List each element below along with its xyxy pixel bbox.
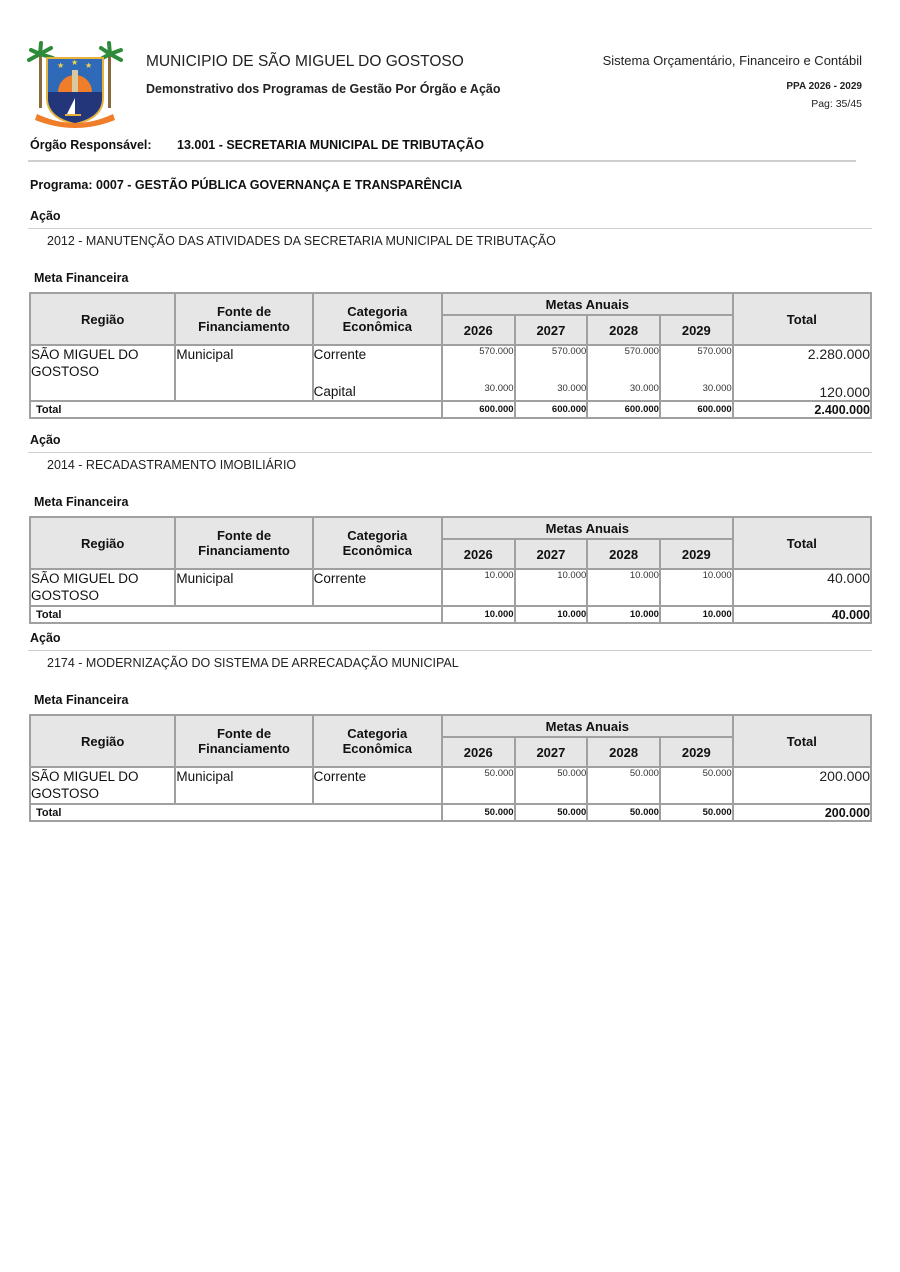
svg-text:★: ★	[85, 61, 93, 70]
funding-source-cell: Municipal	[175, 767, 312, 804]
region-cell: SÃO MIGUEL DO GOSTOSO	[30, 345, 175, 401]
category-cell: Corrente	[313, 569, 442, 606]
action-description: 2014 - RECADASTRAMENTO IMOBILIÁRIO	[47, 458, 297, 472]
year-value: 10.000	[442, 569, 515, 606]
table-row	[30, 569, 871, 606]
year-value: 570.000	[697, 346, 732, 357]
column-header-year: 2027	[515, 737, 588, 767]
column-header-economic-category: Categoria Econômica	[313, 293, 442, 345]
year-value: 30.000	[702, 383, 732, 394]
total-label: Total	[30, 401, 442, 418]
column-header-year: 2027	[515, 315, 588, 345]
column-header-funding-source: Fonte de Financiamento	[175, 293, 312, 345]
divider	[28, 452, 872, 453]
column-header-economic-category: Categoria Econômica	[313, 517, 442, 569]
category-value: Corrente	[313, 347, 367, 362]
ppa-period: PPA 2026 - 2029	[786, 81, 862, 92]
system-name: Sistema Orçamentário, Financeiro e Contábil	[602, 53, 862, 68]
column-header-year: 2026	[442, 315, 515, 345]
total-row	[30, 804, 871, 821]
column-header-year: 2029	[660, 737, 733, 767]
region-cell: SÃO MIGUEL DO GOSTOSO	[30, 767, 175, 804]
grand-total: 2.400.000	[733, 401, 871, 418]
action-label: Ação	[30, 209, 61, 223]
column-header-economic-category: Categoria Econômica	[313, 715, 442, 767]
year-total: 600.000	[660, 401, 733, 418]
column-header-funding-source: Fonte de Financiamento	[175, 517, 312, 569]
column-header-region: Região	[30, 293, 175, 345]
divider	[28, 228, 872, 229]
column-header-year: 2029	[660, 539, 733, 569]
column-header-total: Total	[733, 293, 871, 345]
financial-goal-table	[29, 516, 872, 624]
program-title: Programa: 0007 - GESTÃO PÚBLICA GOVERNANÇA E TRANSPARÊNCIA	[30, 178, 463, 192]
year-total: 50.000	[587, 804, 660, 821]
financial-goal-table	[29, 292, 872, 419]
column-header-annual-goals: Metas Anuais	[442, 293, 733, 315]
financial-goal-table	[29, 714, 872, 822]
responsible-organ	[30, 138, 484, 152]
category-cell	[313, 345, 442, 401]
total-label: Total	[30, 606, 442, 623]
year-value-cell	[660, 345, 733, 401]
year-value: 570.000	[479, 346, 514, 357]
svg-text:★: ★	[57, 61, 65, 70]
column-header-annual-goals: Metas Anuais	[442, 715, 733, 737]
year-value: 10.000	[587, 569, 660, 606]
responsible-organ-value: 13.001 - SECRETARIA MUNICIPAL DE TRIBUTAÇÃO	[177, 138, 484, 152]
year-value: 10.000	[660, 569, 733, 606]
total-label: Total	[30, 804, 442, 821]
funding-source-cell: Municipal	[175, 345, 312, 401]
column-header-year: 2028	[587, 737, 660, 767]
total-row	[30, 401, 871, 418]
column-header-year: 2028	[587, 315, 660, 345]
column-header-total: Total	[733, 517, 871, 569]
year-total: 600.000	[442, 401, 515, 418]
divider	[28, 650, 872, 651]
year-value: 50.000	[442, 767, 515, 804]
municipal-coat-of-arms-logo	[27, 40, 123, 130]
year-value: 50.000	[660, 767, 733, 804]
financial-goal-label: Meta Financeira	[34, 495, 129, 509]
action-label: Ação	[30, 631, 61, 645]
year-total: 10.000	[442, 606, 515, 623]
row-total: 40.000	[733, 569, 871, 606]
table-row	[30, 767, 871, 804]
year-value: 30.000	[484, 383, 514, 394]
category-value: Capital	[313, 384, 356, 399]
svg-text:★: ★	[71, 58, 79, 67]
year-total: 600.000	[587, 401, 660, 418]
row-total: 200.000	[733, 767, 871, 804]
year-value-cell	[442, 345, 515, 401]
year-value: 30.000	[557, 383, 587, 394]
financial-goal-label: Meta Financeira	[34, 271, 129, 285]
action-description: 2012 - MANUTENÇÃO DAS ATIVIDADES DA SECRETARIA MUNICIPAL DE TRIBUTAÇÃO	[47, 234, 556, 248]
funding-source-cell: Municipal	[175, 569, 312, 606]
page-number: Pag: 35/45	[811, 98, 862, 110]
action-description: 2174 - MODERNIZAÇÃO DO SISTEMA DE ARRECADAÇÃO MUNICIPAL	[47, 656, 459, 670]
year-value: 50.000	[587, 767, 660, 804]
year-total: 10.000	[587, 606, 660, 623]
year-total: 10.000	[515, 606, 588, 623]
action-label: Ação	[30, 433, 61, 447]
year-value: 30.000	[629, 383, 659, 394]
column-header-region: Região	[30, 517, 175, 569]
column-header-total: Total	[733, 715, 871, 767]
divider	[28, 160, 856, 162]
responsible-organ-label: Órgão Responsável:	[30, 138, 152, 152]
year-value: 10.000	[515, 569, 588, 606]
region-cell: SÃO MIGUEL DO GOSTOSO	[30, 569, 175, 606]
column-header-year: 2029	[660, 315, 733, 345]
row-total: 2.280.000	[807, 346, 870, 362]
year-value: 50.000	[515, 767, 588, 804]
year-value: 570.000	[551, 346, 587, 357]
year-total: 10.000	[660, 606, 733, 623]
column-header-funding-source: Fonte de Financiamento	[175, 715, 312, 767]
year-value-cell	[587, 345, 660, 401]
year-total: 50.000	[442, 804, 515, 821]
column-header-year: 2027	[515, 539, 588, 569]
row-total: 120.000	[819, 384, 870, 400]
year-total: 50.000	[515, 804, 588, 821]
grand-total: 40.000	[733, 606, 871, 623]
year-value-cell	[515, 345, 588, 401]
column-header-annual-goals: Metas Anuais	[442, 517, 733, 539]
municipality-name: MUNICIPIO DE SÃO MIGUEL DO GOSTOSO	[146, 53, 464, 70]
column-header-year: 2028	[587, 539, 660, 569]
report-title: Demonstrativo dos Programas de Gestão Por Órgão e Ação	[146, 82, 501, 96]
year-value: 570.000	[624, 346, 659, 357]
row-total-cell	[733, 345, 871, 401]
grand-total: 200.000	[733, 804, 871, 821]
column-header-year: 2026	[442, 539, 515, 569]
table-row	[30, 345, 871, 401]
total-row	[30, 606, 871, 623]
column-header-region: Região	[30, 715, 175, 767]
financial-goal-label: Meta Financeira	[34, 693, 129, 707]
column-header-year: 2026	[442, 737, 515, 767]
year-total: 600.000	[515, 401, 588, 418]
year-total: 50.000	[660, 804, 733, 821]
category-cell: Corrente	[313, 767, 442, 804]
